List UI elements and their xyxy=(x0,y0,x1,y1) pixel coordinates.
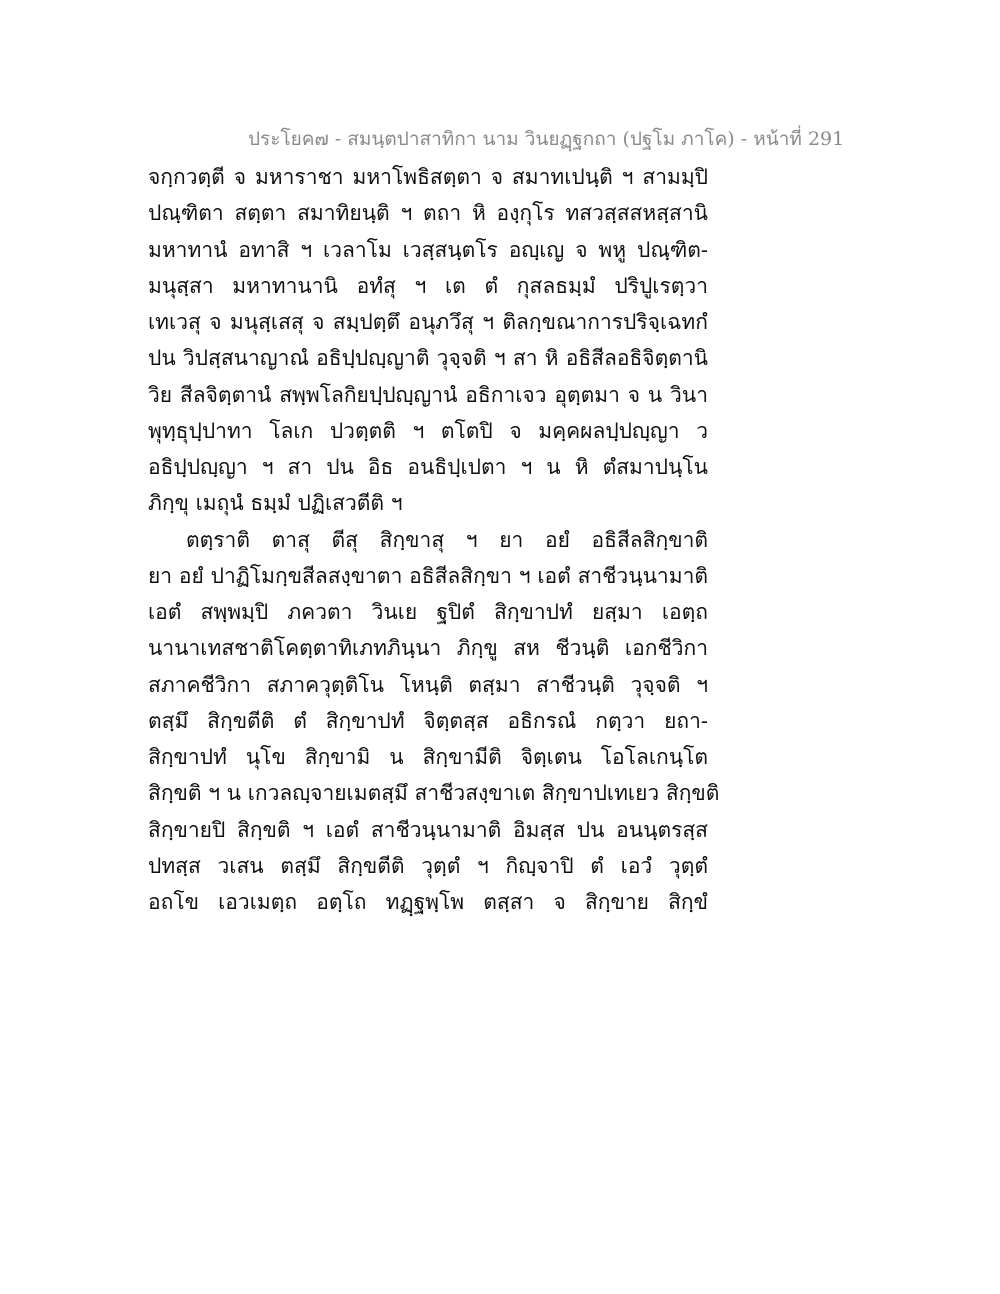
text-line: สิกฺขายปิ สิกฺขติ ฯ เอตํ สาชีวนฺนามาติ อิมสฺส ปน อนนฺตรสฺส xyxy=(148,817,708,842)
text-line: มหาทานํ อทาสิ ฯ เวลาโม เวสฺสนฺตโร อญฺเญ จ พหู ปณฺฑิต- xyxy=(148,237,708,262)
paragraph-1 xyxy=(148,159,708,522)
text-line: จกฺกวตฺตี จ มหาราชา มหาโพธิสตฺตา จ สมาทเปนฺติ ฯ สามมฺปิ xyxy=(148,165,708,189)
text-line: เทเวสุ จ มนุสฺเสสุ จ สมฺปตฺตึ อนุภวึสุ ฯ ติลกฺขณาการปริจฺเฉทกํ xyxy=(148,310,708,334)
text-line: อธิปฺปญฺญา ฯ สา ปน อิธ อนธิปฺเปตา ฯ น หิ ตํสมาปนฺโน xyxy=(148,455,708,479)
text-line: เอตํ สพฺพมฺปิ ภควตา วินเย ฐปิตํ สิกฺขาปทํ ยสฺมา เอตฺถ xyxy=(148,600,708,624)
text-line: สิกฺขติ ฯ น เกวลญฺจายเมตสฺมึ สาชีวสงฺขาเต สิกฺขาปเทเยว สิกฺขติ xyxy=(148,781,720,806)
text-line: สิกฺขาปทํ นุโข สิกฺขามิ น สิกฺขามีติ จิตฺเตน โอโลเกนฺโต xyxy=(148,745,708,769)
text-line: ยา อยํ ปาฏิโมกฺขสีลสงฺขาตา อธิสีลสิกฺขา ฯ เอตํ สาชีวนฺนามาติ xyxy=(148,563,708,588)
text-line: สภาคชีวิกา สภาควุตฺติโน โหนฺติ ตสฺมา สาชีวนฺติ วุจฺจติ ฯ xyxy=(148,672,708,697)
text-line: ตตฺราติ ตาสุ ตีสุ สิกฺขาสุ ฯ ยา อยํ อธิสีลสิกฺขาติ xyxy=(186,527,708,552)
text-line: อถโข เอวเมตฺถ อตฺโถ ทฏฺฐพฺโพ ตสฺสา จ สิกฺขาย สิกฺขํ xyxy=(148,890,708,914)
text-line: ปณฺฑิตา สตฺตา สมาทิยนฺติ ฯ ตถา หิ องฺกุโร ทสวสฺสสหสฺสานิ xyxy=(148,201,708,226)
text-line: ภิกฺขุ เมถุนํ ธมฺมํ ปฏิเสวตีติ ฯ xyxy=(148,491,403,516)
text-line: วิย สีลจิตฺตานํ สพฺพโลกิยปฺปญฺญานํ อธิกาเจว อุตฺตมา จ น วินา xyxy=(148,382,708,407)
text-line: มนุสฺสา มหาทานานิ อทํสุ ฯ เต ตํ กุสลธมฺมํ ปริปูเรตฺวา xyxy=(148,273,708,298)
text-line: ปทสฺส วเสน ตสฺมึ สิกฺขตีติ วุตฺตํ ฯ กิญฺจาปิ ตํ เอวํ วุตฺตํ xyxy=(148,853,708,878)
text-line: พุทฺธุปฺปาทา โลเก ปวตฺตติ ฯ ตโตปิ จ มคฺคผลปฺปญฺญา ว xyxy=(148,418,708,443)
text-line: ปน วิปสฺสนาญาณํ อธิปฺปญฺญาติ วุจฺจติ ฯ สา หิ อธิสีลอธิจิตฺตานิ xyxy=(148,346,708,371)
text-line: นานาเทสชาติโคตฺตาทิเภทภินฺนา ภิกฺขู สห ชีวนฺติ เอกชีวิกา xyxy=(148,636,708,661)
body-text xyxy=(148,159,720,920)
running-header: ประโยค๗ - สมนฺตปาสาทิกา นาม วินยฏฺฐกถา (ปฐโม ภาโค) - หน้าที่ 291 xyxy=(248,128,845,150)
text-line: ตสฺมึ สิกฺขตีติ ตํ สิกฺขาปทํ จิตฺตสฺส อธิกรณํ กตฺวา ยถา- xyxy=(148,708,708,733)
paragraph-2 xyxy=(148,522,720,921)
